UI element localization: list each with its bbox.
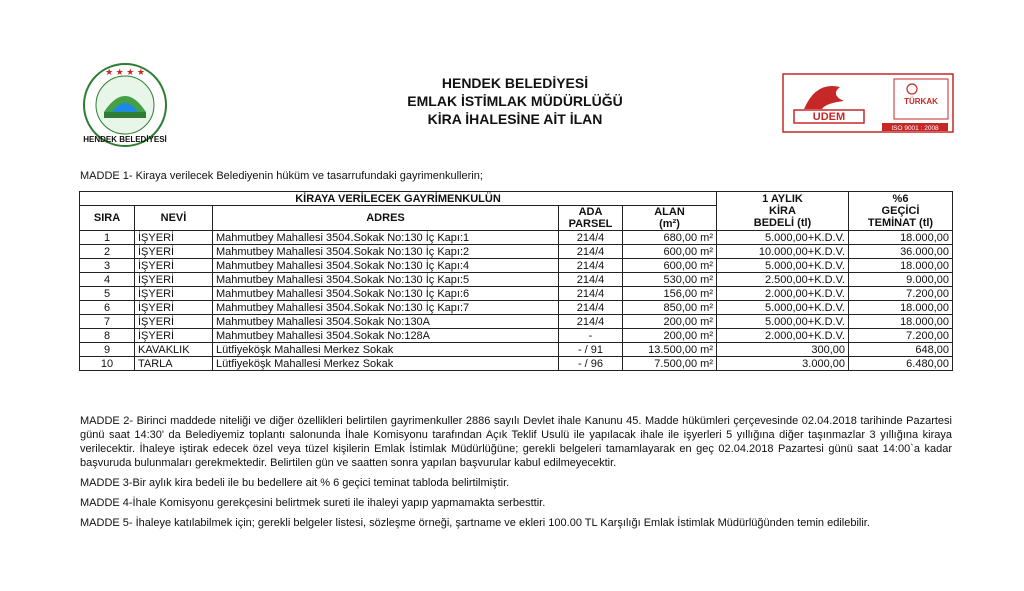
madde-4-text: MADDE 4-İhale Komisyonu gerekçesini belirtmek sureti ile ihaleyi yapıp yapmamakta serbesttir. [80, 497, 546, 509]
cell-teminat: 18.000,00 [849, 231, 953, 245]
cell-alan: 600,00 m² [623, 245, 717, 259]
cell-adres: Mahmutbey Mahallesi 3504.Sokak No:130 İç Kapı:5 [213, 273, 559, 287]
table-body [80, 231, 953, 371]
header-kira: 1 AYLIK KİRA BEDELİ (tl) [717, 192, 849, 231]
group-header: KİRAYA VERİLECEK GAYRİMENKULÜN [80, 192, 717, 206]
cell-ada-parsel: - / 91 [559, 343, 623, 357]
udem-certification-logo [782, 73, 954, 133]
cell-kira: 5.000,00+K.D.V. [717, 259, 849, 273]
cell-sira: 7 [80, 315, 135, 329]
cell-ada-parsel: 214/4 [559, 245, 623, 259]
cell-nevi: KAVAKLIK [135, 343, 213, 357]
table-row [80, 287, 953, 301]
cell-ada-parsel: 214/4 [559, 273, 623, 287]
table-row [80, 301, 953, 315]
iso-text: ISO 9001 : 2008 [891, 125, 939, 132]
cell-nevi: İŞYERİ [135, 329, 213, 343]
cell-nevi: İŞYERİ [135, 301, 213, 315]
cell-alan: 156,00 m² [623, 287, 717, 301]
cell-alan: 680,00 m² [623, 231, 717, 245]
cell-adres: Mahmutbey Mahallesi 3504.Sokak No:128A [213, 329, 559, 343]
logo-left-text: HENDEK BELEDİYESİ [83, 135, 167, 144]
cell-nevi: İŞYERİ [135, 245, 213, 259]
header-teminat: %6 GEÇİCİ TEMİNAT (tl) [849, 192, 953, 231]
cell-alan: 200,00 m² [623, 329, 717, 343]
cell-alan: 530,00 m² [623, 273, 717, 287]
cell-sira: 2 [80, 245, 135, 259]
hendek-municipality-logo [82, 62, 168, 148]
table-row [80, 343, 953, 357]
cell-teminat: 36.000,00 [849, 245, 953, 259]
cell-sira: 1 [80, 231, 135, 245]
cell-adres: Lütfiyeköşk Mahallesi Merkez Sokak [213, 357, 559, 371]
cell-ada-parsel: 214/4 [559, 315, 623, 329]
header-line-3: KİRA İHALESİNE AİT İLAN [427, 111, 603, 127]
cell-adres: Mahmutbey Mahallesi 3504.Sokak No:130 İç Kapı:7 [213, 301, 559, 315]
table-row [80, 357, 953, 371]
cell-sira: 10 [80, 357, 135, 371]
cell-sira: 4 [80, 273, 135, 287]
madde-1-text: MADDE 1- Kiraya verilecek Belediyenin hüküm ve tasarrufundaki gayrimenkullerin; [80, 170, 483, 182]
header-adres: ADRES [213, 206, 559, 231]
cell-alan: 200,00 m² [623, 315, 717, 329]
header-ada-parsel: ADA PARSEL [559, 206, 623, 231]
cell-teminat: 648,00 [849, 343, 953, 357]
cell-kira: 5.000,00+K.D.V. [717, 231, 849, 245]
cell-kira: 10.000,00+K.D.V. [717, 245, 849, 259]
cell-alan: 850,00 m² [623, 301, 717, 315]
table-row [80, 329, 953, 343]
cell-teminat: 18.000,00 [849, 301, 953, 315]
cell-nevi: İŞYERİ [135, 273, 213, 287]
cell-alan: 600,00 m² [623, 259, 717, 273]
madde-3-text: MADDE 3-Bir aylık kira bedeli ile bu bedellere ait % 6 geçici teminat tabloda belirtilmiştir. [80, 477, 510, 489]
cell-teminat: 9.000,00 [849, 273, 953, 287]
ilan-paragraphs [80, 414, 952, 536]
cell-ada-parsel: - [559, 329, 623, 343]
svg-text:★ ★ ★ ★: ★ ★ ★ ★ [105, 67, 145, 77]
cell-teminat: 7.200,00 [849, 287, 953, 301]
udem-text: UDEM [812, 111, 846, 123]
cell-kira: 2.000,00+K.D.V. [717, 329, 849, 343]
cell-adres: Mahmutbey Mahallesi 3504.Sokak No:130 İç Kapı:4 [213, 259, 559, 273]
cell-kira: 2.000,00+K.D.V. [717, 287, 849, 301]
table-row [80, 245, 953, 259]
cell-nevi: İŞYERİ [135, 287, 213, 301]
cell-adres: Mahmutbey Mahallesi 3504.Sokak No:130 İç Kapı:1 [213, 231, 559, 245]
cell-alan: 7.500,00 m² [623, 357, 717, 371]
table-row [80, 231, 953, 245]
cell-sira: 5 [80, 287, 135, 301]
header-nevi: NEVİ [135, 206, 213, 231]
header-alan: ALAN (m²) [623, 206, 717, 231]
cell-sira: 6 [80, 301, 135, 315]
header-sira: SIRA [80, 206, 135, 231]
cell-teminat: 18.000,00 [849, 315, 953, 329]
cell-kira: 2.500,00+K.D.V. [717, 273, 849, 287]
header-line-2: EMLAK İSTİMLAK MÜDÜRLÜĞÜ [407, 93, 623, 109]
header-line-1: HENDEK BELEDİYESİ [441, 75, 589, 91]
cell-sira: 3 [80, 259, 135, 273]
cell-ada-parsel: 214/4 [559, 231, 623, 245]
cell-ada-parsel: - / 96 [559, 357, 623, 371]
cell-teminat: 6.480,00 [849, 357, 953, 371]
madde-5-text: MADDE 5- İhaleye katılabilmek için; gerekli belgeler listesi, sözleşme örneği, şartname ve ekleri 100.00 TL Karşılığı Emlak İstimlak Müdürlüğünden temin edilebilir. [80, 517, 870, 529]
table-row [80, 315, 953, 329]
rental-properties-table [79, 191, 953, 371]
cell-nevi: İŞYERİ [135, 315, 213, 329]
cell-adres: Mahmutbey Mahallesi 3504.Sokak No:130 İç Kapı:2 [213, 245, 559, 259]
cell-adres: Lütfiyeköşk Mahallesi Merkez Sokak [213, 343, 559, 357]
cell-nevi: TARLA [135, 357, 213, 371]
cell-kira: 3.000,00 [717, 357, 849, 371]
cell-ada-parsel: 214/4 [559, 287, 623, 301]
cell-nevi: İŞYERİ [135, 259, 213, 273]
cell-teminat: 7.200,00 [849, 329, 953, 343]
cell-adres: Mahmutbey Mahallesi 3504.Sokak No:130 İç Kapı:6 [213, 287, 559, 301]
cell-kira: 5.000,00+K.D.V. [717, 301, 849, 315]
turkak-text: TÜRKAK [904, 97, 938, 106]
cell-teminat: 18.000,00 [849, 259, 953, 273]
document-header [340, 74, 690, 128]
cell-kira: 5.000,00+K.D.V. [717, 315, 849, 329]
cell-kira: 300,00 [717, 343, 849, 357]
table-row [80, 273, 953, 287]
cell-adres: Mahmutbey Mahallesi 3504.Sokak No:130A [213, 315, 559, 329]
cell-ada-parsel: 214/4 [559, 301, 623, 315]
madde-2-text: MADDE 2- Birinci maddede niteliği ve diğer özellikleri belirtilen gayrimenkuller 2886 sayılı Devlet ihale Kanunu 45. Madde hükümleri çerçevesinde 02.04.2018 tarihinde Pazartesi günü saat 14:30' da Belediyemiz toplantı salonunda İhale Komisyonu tarafından Açık Teklif Usulü ile yapılacak ihale ile işyerleri 5 yıllığına diğer taşınmazlar 3 yıllığına kiraya verilecektir. İhaleye iştirak edecek özel veya tüzel kişilerin Emlak İstimlak Müdürlüğüne; gerekli belgeleri tamamlayarak en geç 02.04.2018 Pazartesi günü saat 14:00`a kadar başvuruda bulunmaları gerekmektedir. Belirtilen gün ve saatten sonra yapılan başvurular kabul edilmeyecektir. [80, 415, 952, 469]
table-row [80, 259, 953, 273]
cell-ada-parsel: 214/4 [559, 259, 623, 273]
cell-sira: 9 [80, 343, 135, 357]
cell-alan: 13.500,00 m² [623, 343, 717, 357]
cell-sira: 8 [80, 329, 135, 343]
cell-nevi: İŞYERİ [135, 231, 213, 245]
